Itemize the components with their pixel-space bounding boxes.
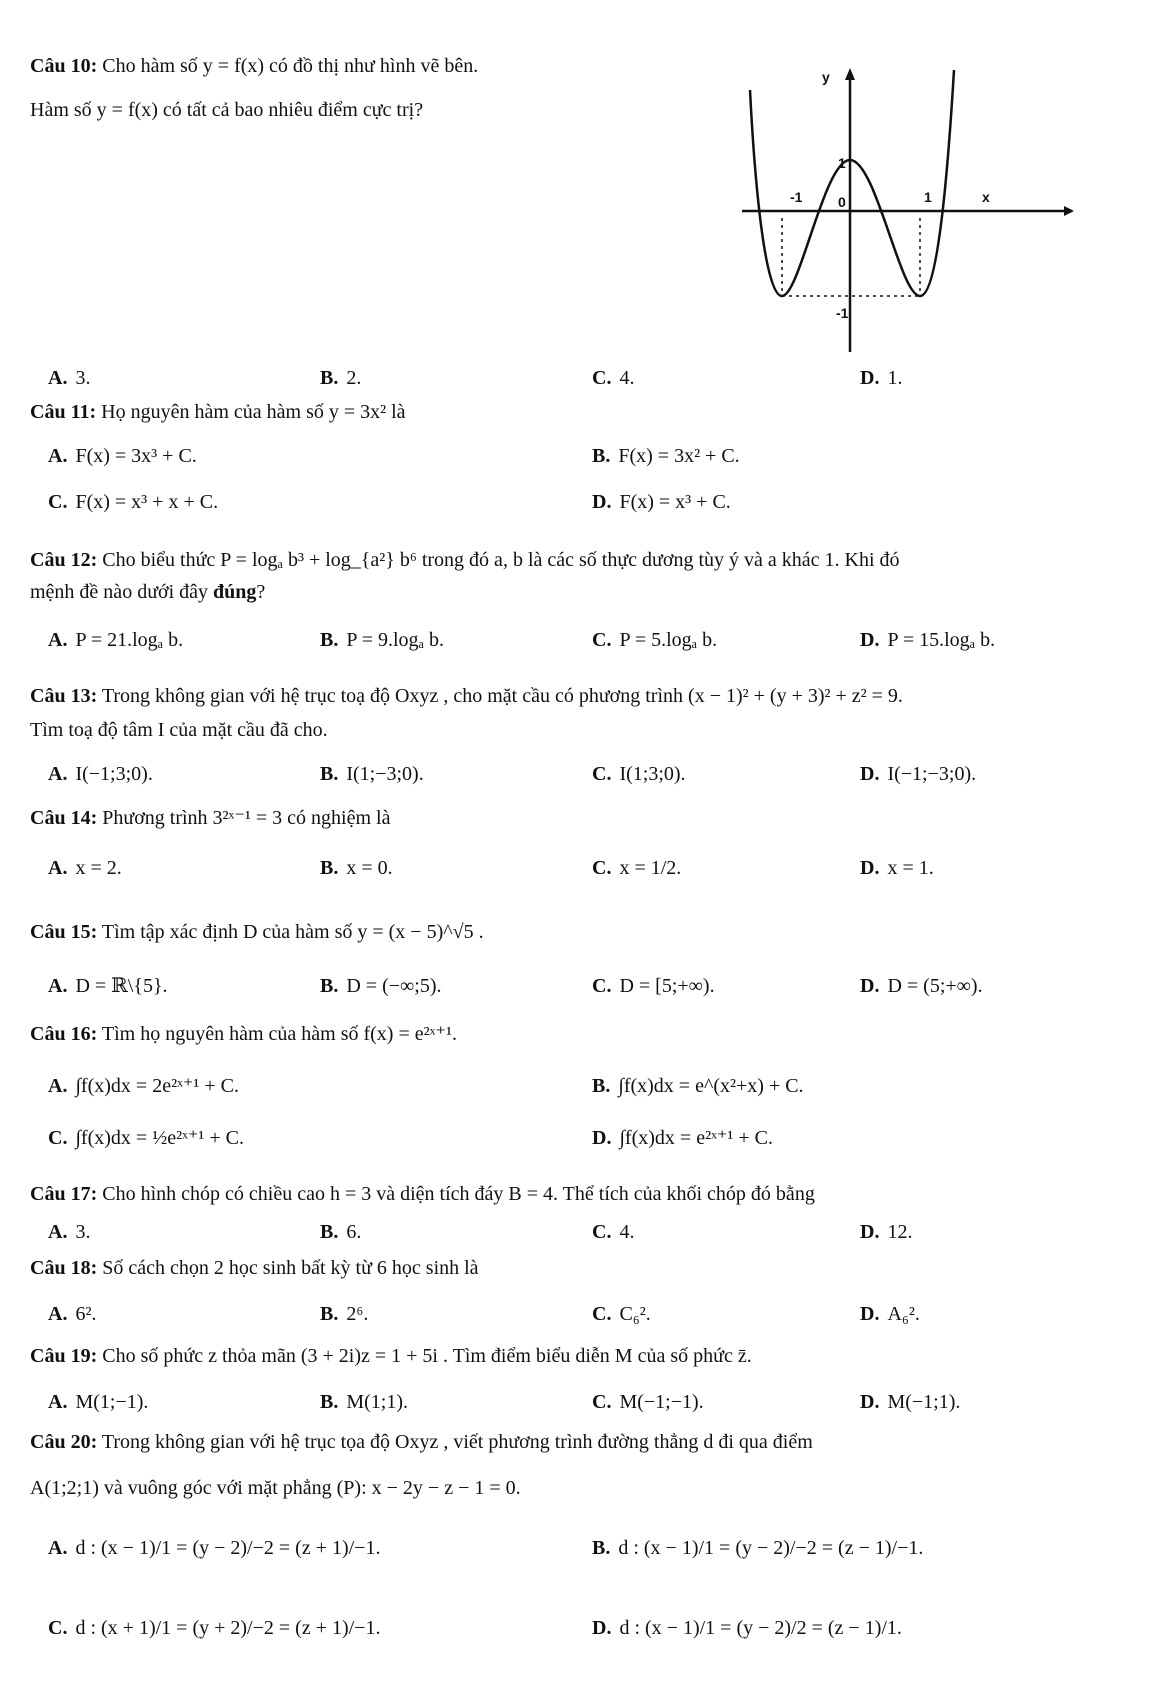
question-text: Cho số phức z thỏa mãn (3 + 2i)z = 1 + 5i . Tìm điểm biểu diễn M của số phức z̄. <box>102 1345 752 1367</box>
question-17 <box>30 1182 1130 1206</box>
option-c[interactable]: C. 4. <box>592 1221 635 1243</box>
question-number: Câu 17: <box>30 1183 98 1205</box>
question-number: Câu 15: <box>30 921 98 943</box>
option-d[interactable]: D. I(−1;−3;0). <box>860 763 977 785</box>
question-number: Câu 14: <box>30 807 98 829</box>
option-a[interactable]: A. D = ℝ\{5}. <box>48 975 168 997</box>
option-b[interactable]: B. I(1;−3;0). <box>320 763 424 785</box>
question-text: Trong không gian với hệ trục tọa độ Oxyz , viết phương trình đường thẳng d đi qua điểm <box>101 1431 813 1453</box>
option-b[interactable]: B. P = 9.logₐ b. <box>320 629 445 651</box>
y-tick-neg-1: -1 <box>836 305 849 321</box>
question-text: Cho hàm số y = f(x) có đồ thị như hình vẽ bên. <box>102 55 479 77</box>
y-axis-arrow <box>845 68 855 80</box>
question-number: Câu 16: <box>30 1023 98 1045</box>
question-12-line-2: mệnh đề nào dưới đây đúng? <box>30 581 266 603</box>
option-c[interactable]: C. M(−1;−1). <box>592 1391 704 1413</box>
option-b[interactable]: B. ∫f(x)dx = e^(x²+x) + C. <box>592 1075 804 1097</box>
question-13-line-2 <box>30 718 1130 742</box>
x-axis-label: x <box>982 189 990 205</box>
x-tick-neg-1: -1 <box>790 189 803 205</box>
option-b[interactable]: B. D = (−∞;5). <box>320 975 442 997</box>
option-c[interactable]: C. C₆². <box>592 1303 651 1325</box>
option-b[interactable]: B. d : (x − 1)/1 = (y − 2)/−2 = (z − 1)/−1. <box>592 1537 924 1559</box>
option-c[interactable]: C. F(x) = x³ + x + C. <box>48 491 219 513</box>
option-a[interactable]: A. I(−1;3;0). <box>48 763 153 785</box>
x-tick-0: 0 <box>838 194 846 210</box>
question-number: Câu 11: <box>30 401 97 423</box>
question-11 <box>30 400 1130 424</box>
question-12-line-1 <box>30 548 1130 572</box>
option-c[interactable]: C. P = 5.logₐ b. <box>592 629 718 651</box>
question-text: Cho hình chóp có chiều cao h = 3 và diện tích đáy B = 4. Thể tích của khối chóp đó bằng <box>102 1183 815 1205</box>
option-d[interactable]: D. D = (5;+∞). <box>860 975 983 997</box>
question-20-line-2 <box>30 1476 1130 1500</box>
option-b[interactable]: B. 2. <box>320 367 362 389</box>
question-19 <box>30 1344 1130 1368</box>
option-a[interactable]: A. x = 2. <box>48 857 122 879</box>
question-number: Câu 12: <box>30 549 98 571</box>
question-text: Số cách chọn 2 học sinh bất kỳ từ 6 học sinh là <box>102 1257 479 1279</box>
question-text: Cho biểu thức P = logₐ b³ + log_{a²} b⁶ trong đó a, b là các số thực dương tùy ý và a khác 1. Khi đó <box>102 549 900 571</box>
x-axis-arrow <box>1064 206 1074 216</box>
option-a[interactable]: A. d : (x − 1)/1 = (y − 2)/−2 = (z + 1)/−1. <box>48 1537 381 1559</box>
question-number: Câu 19: <box>30 1345 98 1367</box>
option-c[interactable]: C. d : (x + 1)/1 = (y + 2)/−2 = (z + 1)/−1. <box>48 1617 381 1639</box>
question-18 <box>30 1256 1130 1280</box>
question-number: Câu 13: <box>30 685 98 707</box>
option-d[interactable]: D. P = 15.logₐ b. <box>860 629 996 651</box>
option-d[interactable]: D. x = 1. <box>860 857 934 879</box>
option-c[interactable]: C. 4. <box>592 367 635 389</box>
option-c[interactable]: C. D = [5;+∞). <box>592 975 715 997</box>
function-curve <box>750 70 954 296</box>
question-number: Câu 18: <box>30 1257 98 1279</box>
option-b[interactable]: B. 2⁶. <box>320 1303 369 1325</box>
option-d[interactable]: D. ∫f(x)dx = e²ˣ⁺¹ + C. <box>592 1127 774 1149</box>
option-a[interactable]: A. P = 21.logₐ b. <box>48 629 184 651</box>
option-b[interactable]: B. M(1;1). <box>320 1391 409 1413</box>
question-number: Câu 20: <box>30 1431 98 1453</box>
question-13-line-1 <box>30 684 1130 708</box>
question-16 <box>30 1022 1130 1046</box>
question-text: Hàm số y = f(x) có tất cả bao nhiêu điểm cực trị? <box>30 99 424 121</box>
option-a[interactable]: A. 3. <box>48 367 91 389</box>
option-c[interactable]: C. ∫f(x)dx = ½e²ˣ⁺¹ + C. <box>48 1127 245 1149</box>
option-c[interactable]: C. I(1;3;0). <box>592 763 686 785</box>
question-20-line-1 <box>30 1430 1130 1454</box>
option-d[interactable]: D. F(x) = x³ + C. <box>592 491 731 513</box>
option-a[interactable]: A. 3. <box>48 1221 91 1243</box>
question-text: Tìm toạ độ tâm I của mặt cầu đã cho. <box>30 719 328 741</box>
question-text: Trong không gian với hệ trục toạ độ Oxyz , cho mặt cầu có phương trình (x − 1)² + (y + 3)² + z² = 9. <box>101 685 903 707</box>
option-d[interactable]: D. 12. <box>860 1221 913 1243</box>
y-tick-1: 1 <box>838 155 846 171</box>
option-d[interactable]: D. M(−1;1). <box>860 1391 961 1413</box>
question-text: A(1;2;1) và vuông góc với mặt phẳng (P): x − 2y − z − 1 = 0. <box>30 1477 521 1499</box>
option-a[interactable]: A. F(x) = 3x³ + C. <box>48 445 197 467</box>
option-a[interactable]: A. ∫f(x)dx = 2e²ˣ⁺¹ + C. <box>48 1075 240 1097</box>
option-d[interactable]: D. d : (x − 1)/1 = (y − 2)/2 = (z − 1)/1. <box>592 1617 902 1639</box>
option-b[interactable]: B. 6. <box>320 1221 362 1243</box>
option-b[interactable]: B. F(x) = 3x² + C. <box>592 445 740 467</box>
x-tick-1: 1 <box>924 189 932 205</box>
function-graph <box>742 60 1082 360</box>
option-b[interactable]: B. x = 0. <box>320 857 393 879</box>
option-a[interactable]: A. M(1;−1). <box>48 1391 149 1413</box>
option-a[interactable]: A. 6². <box>48 1303 97 1325</box>
question-text: Tìm tập xác định D của hàm số y = (x − 5)^√5 . <box>101 921 484 943</box>
question-text: Phương trình 3²ˣ⁻¹ = 3 có nghiệm là <box>102 807 391 829</box>
question-number: Câu 10: <box>30 55 98 77</box>
question-text: Họ nguyên hàm của hàm số y = 3x² là <box>101 401 406 423</box>
y-axis-label: y <box>822 69 830 85</box>
option-d[interactable]: D. 1. <box>860 367 903 389</box>
question-15 <box>30 920 1130 944</box>
option-c[interactable]: C. x = 1/2. <box>592 857 682 879</box>
question-text: Tìm họ nguyên hàm của hàm số f(x) = e²ˣ⁺¹. <box>101 1023 457 1045</box>
question-14 <box>30 806 1130 830</box>
option-d[interactable]: D. A₆². <box>860 1303 920 1325</box>
